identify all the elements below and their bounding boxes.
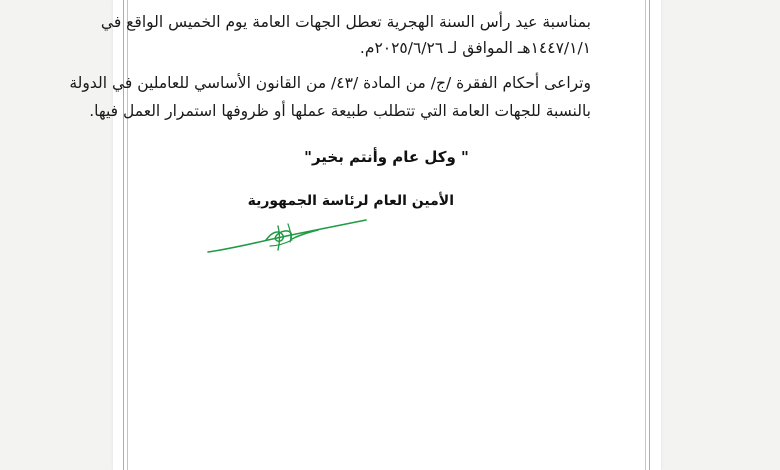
closing-greeting: " وكل عام وأنتم بخير" bbox=[304, 148, 469, 166]
document-page bbox=[69, 0, 661, 470]
letter-line-3: وتراعى أحكام الفقرة /ج/ من المادة /٤٣/ من القانون الأساسي للعاملين في الدولة bbox=[69, 74, 591, 92]
handwritten-signature bbox=[206, 210, 376, 270]
letter-line-2: ١٤٤٧/١/١هـ الموافق لـ ٢٠٢٥/٦/٢٦م. bbox=[359, 39, 591, 57]
signer-title: الأمين العام لرئاسة الجمهورية bbox=[247, 193, 454, 209]
decorative-border bbox=[69, 0, 650, 470]
letter-line-4: بالنسبة للجهات العامة التي تتطلب طبيعة عملها أو ظروفها استمرار العمل فيها. bbox=[89, 102, 591, 120]
letter-line-1: بمناسبة عيد رأس السنة الهجرية تعطل الجهات العامة يوم الخميس الواقع في bbox=[100, 13, 591, 31]
